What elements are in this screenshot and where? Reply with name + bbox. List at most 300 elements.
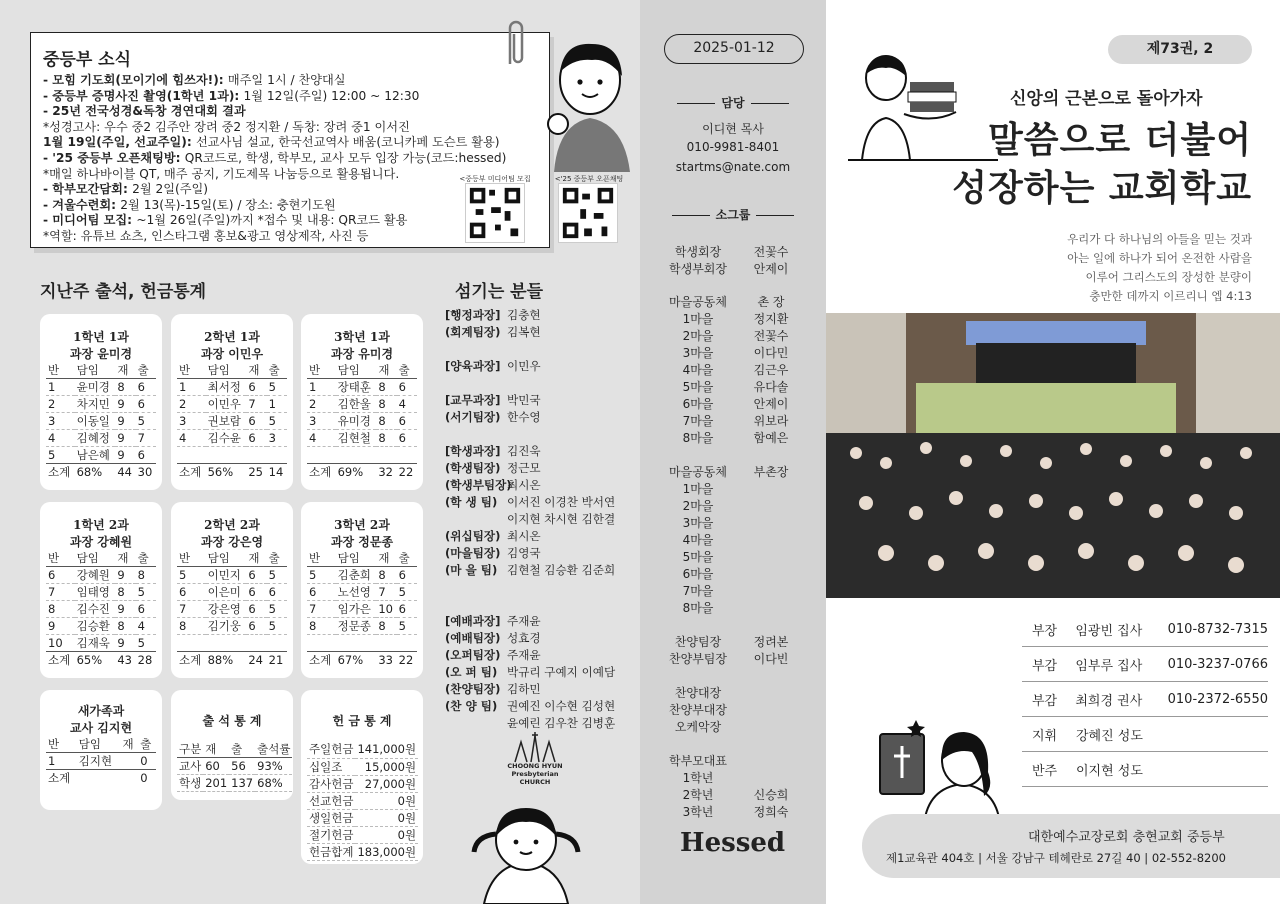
class-card [40,502,162,678]
serve-row [445,613,615,630]
news-item-text: *역할: 유튜브 쇼츠, 인스타그램 홍보&광고 영상제작, 사진 등 [43,228,369,243]
pastor-email[interactable]: startms@nate.com [675,160,791,174]
table-cell: 6 [246,601,266,618]
serve-role [445,341,507,358]
table-cell: 6 [136,447,156,464]
table-cell: 5 [397,618,417,635]
table-cell: 5 [46,447,75,464]
table-row [46,753,156,770]
mid-row [660,770,806,787]
mid-name [736,481,806,498]
mid-role: 오케악장 [674,720,722,734]
serve-row [445,715,615,732]
mid-row [660,719,806,736]
table-cell: 강은영 [206,601,247,618]
mid-role: 8마을 [682,431,714,445]
table-cell [336,447,377,464]
table-header-cell: 담임 [75,362,116,379]
table-cell: 7 [46,584,75,601]
table-cell: 소계 [307,652,336,669]
table-cell [121,770,139,787]
news-item-label: - 모힘 기도회(모이기에 힘쓰자!): [43,73,228,87]
hessed-brand: Hessed [680,828,786,858]
table-header-cell: 반 [307,550,336,567]
table-header-cell: 출 [136,362,156,379]
mid-row [660,685,806,702]
table-header-cell: 출 [267,550,287,567]
table-cell: 6 [397,430,417,447]
table-cell [376,635,396,652]
serve-role: (회계팀장) [445,325,501,339]
serve-names: 이서진 이경찬 박서연 [507,495,616,509]
table-header-cell: 재 [376,550,396,567]
attendance-stats-card [171,690,293,800]
serve-role: [교무과장] [445,393,501,407]
news-list [43,73,506,245]
serve-names: 성효경 [507,631,541,645]
paperclip-icon [500,18,530,68]
qr2-caption: <'25 중등부 오픈채팅 [554,175,624,183]
table-cell: 7 [246,396,266,413]
serve-role [445,579,507,596]
table-cell [246,447,266,464]
table-cell: 44 [115,464,135,481]
table-row [307,809,418,826]
serve-names: 윤예린 김우찬 김병훈 [507,716,616,730]
title-line1: 말씀으로 더불어 [988,120,1252,161]
table-cell: 6 [136,396,156,413]
table-cell: 1 [46,379,75,396]
serve-role: (오퍼팀장) [445,648,501,662]
mid-list [660,634,806,668]
table-header-cell: 반 [177,550,206,567]
serve-row [445,528,615,545]
table-cell: 6 [246,413,266,430]
mid-role: 7마을 [682,414,714,428]
qr-code-icon[interactable] [558,183,618,243]
mid-role: 마을공동체 [669,295,727,309]
table-cell: 60 [203,758,229,775]
staff-row [1022,647,1268,682]
table-cell: 7 [136,430,156,447]
table-row [46,396,156,413]
pastor-name: 이디현 목사 [702,122,764,136]
table-cell: 소계 [177,464,206,481]
mid-row [660,481,806,498]
table-cell: 3 [307,413,336,430]
staff-heading: 담당 [648,94,818,111]
table-cell: 6 [267,584,287,601]
mid-role: 5마을 [682,380,714,394]
verse-line: 우리가 다 하나님의 아들을 믿는 것과 [1067,232,1252,246]
footer-bar [862,814,1280,878]
mid-role: 찬양부팀장 [669,652,727,666]
table-cell: 3 [267,430,287,447]
serve-row [445,324,615,341]
spacer [307,729,417,741]
serve-row [445,596,615,613]
table-cell: 정문종 [336,618,377,635]
offering-table [307,741,418,861]
table-cell [206,447,247,464]
table-cell: 93% [255,758,292,775]
mid-row [660,328,806,345]
table-cell: 10 [376,601,396,618]
table-row [177,584,287,601]
class-leader: 과장 유미경 [330,347,394,361]
serve-list [445,307,615,732]
serve-names: 김영국 [507,546,541,560]
staff-role: 부감 [1032,693,1058,709]
table-cell: 이동일 [75,413,116,430]
table-row [307,843,418,860]
staff-phone: 010-8732-7315 [1167,621,1268,637]
table-header-cell: 재 [115,550,135,567]
table-header-cell: 출 [267,362,287,379]
table-cell: 8 [376,413,396,430]
mid-name [736,532,806,549]
table-cell: 6 [177,584,206,601]
table-cell: 15,000원 [355,758,418,775]
mid-row [660,651,806,668]
table-cell: 68% [75,464,116,481]
table-cell: 최서정 [206,379,247,396]
serve-row [445,375,615,392]
table-cell: 헌금합계 [309,844,354,859]
table-cell: 8 [376,430,396,447]
staff-phone: 010-2372-6550 [1167,691,1268,707]
staff-role: 부감 [1032,658,1058,674]
table-cell: 65% [75,652,116,669]
serve-role: (학생팀장) [445,461,501,475]
staff-role: 부장 [1032,623,1058,639]
card-title: 헌 금 통 계 [332,714,392,728]
table-cell: 6 [246,584,266,601]
table-cell: 8 [376,618,396,635]
mid-role: 4마을 [682,363,714,377]
table-cell: 강혜원 [75,567,116,584]
character-illustration [544,32,636,172]
table-cell: 0 [138,753,156,770]
mid-row [660,515,806,532]
table-cell: 67% [336,652,377,669]
table-header-cell: 구분 [179,742,202,756]
table-cell: 56 [229,758,255,775]
table-row [307,758,418,775]
table-header [46,550,156,567]
table-cell: 9 [115,601,135,618]
mid-role: 3마을 [682,516,714,530]
mid-row [660,396,806,413]
table-header-cell: 담임 [336,362,377,379]
table-cell: 33 [376,652,396,669]
serve-role [445,715,507,732]
table-cell: 201 [205,776,228,790]
table-header-cell: 재 [246,362,266,379]
mid-role: 학생회장 [674,245,722,259]
serve-role: (마 을 팀) [445,563,498,577]
mid-row [660,787,806,804]
table-row [307,635,417,652]
news-item [43,73,506,89]
serve-row [445,409,615,426]
table-row [177,635,287,652]
table-cell [307,447,336,464]
table-cell: 9 [115,567,135,584]
table-cell: 학생 [179,776,202,790]
serve-names: 김복현 [507,325,541,339]
table-cell: 노선영 [336,584,377,601]
serve-row [445,698,615,715]
mid-role: 3마을 [682,346,714,360]
news-item [43,151,506,167]
mid-row [660,583,806,600]
mid-name: 부촌장 [753,465,789,479]
table-cell: 소계 [177,652,206,669]
serve-row [445,545,615,562]
table-header [177,550,287,567]
table-cell: 9 [46,618,75,635]
news-title: 중등부 소식 [43,50,132,70]
table-cell: 유미경 [336,413,377,430]
serve-role [445,596,507,613]
table-row [177,413,287,430]
mid-name [736,770,806,787]
staff-role: 지휘 [1032,728,1058,744]
table-cell: 8 [46,601,75,618]
serve-names: 이지현 차시현 김한결 [507,512,616,526]
staff-name: 이지현 성도 [1076,763,1143,779]
table-row [307,792,418,809]
table-cell [307,635,336,652]
serve-row [445,647,615,664]
table-header [307,550,417,567]
mid-list [660,464,806,617]
news-item-text: 2월 13(목)-15일(토) / 장소: 충현기도원 [120,197,336,212]
news-item-text: *매일 하나바이블 QT, 매주 공지, 기도제목 나눔등으로 활용됩니다. [43,166,400,181]
table-cell: 2 [307,396,336,413]
table-cell: 9 [115,413,135,430]
serve-row [445,426,615,443]
serve-names: 박규리 구예지 이예담 [507,665,616,679]
table-cell: 5 [136,635,156,652]
table-cell: 7 [376,584,396,601]
title-line2: 성장하는 교회학교 [952,168,1252,209]
table-row [177,447,287,464]
mid-row [660,379,806,396]
serve-names: 김하민 [507,682,541,696]
mid-row [660,244,806,261]
table-cell: 5 [267,379,287,396]
table-cell: 소계 [46,770,77,787]
table-cell: 8 [376,567,396,584]
mid-role: 학부모대표 [669,754,727,768]
serve-row [445,511,615,528]
table-row [46,584,156,601]
serve-names: 이민우 [507,359,541,373]
table-cell: 6 [397,413,417,430]
serve-names: 김현철 김승환 김준희 [507,563,616,577]
serve-row [445,494,615,511]
table-cell: 24 [246,652,266,669]
mid-role: 6마을 [682,567,714,581]
mid-name: 정려본 [753,635,789,649]
bible-verse [1067,230,1252,306]
table-row [307,447,417,464]
mid-role: 1마을 [682,482,714,496]
serve-row [445,392,615,409]
volume-badge: 제73권, 2 [1108,35,1252,64]
mid-role: 찬양팀장 [674,635,722,649]
attendance-table [177,550,287,669]
class-name: 3학년 1과 [334,330,390,344]
table-row [177,396,287,413]
table-cell: 김춘희 [336,567,377,584]
class-leader: 과장 강은영 [200,535,264,549]
news-item-text: ~1월 26일(주일)까지 *접수 및 내용: QR코드 활용 [136,213,408,228]
serve-row [445,443,615,460]
mid-name [736,685,806,702]
news-item-text: 매주일 1시 / 찬양대실 [227,73,346,87]
class-leader: 과장 강혜원 [69,535,133,549]
serve-names: 정근모 [507,461,541,475]
table-cell: 3 [177,413,206,430]
news-item [43,198,506,214]
mid-role: 3학년 [682,805,714,819]
subtitle: 신앙의 근본으로 돌아가자 [1010,89,1203,109]
table-row [307,826,418,843]
class-card [40,314,162,490]
table-cell: 137 [231,776,254,790]
mid-name: 이다민 [753,346,789,360]
mid-name: 함예은 [753,431,789,445]
table-cell: 주일헌금 [309,742,354,757]
table-row [46,447,156,464]
table-row [177,567,287,584]
table-row [307,430,417,447]
table-row [307,584,417,601]
table-cell [177,635,206,652]
serve-row [445,477,615,494]
table-cell: 4 [46,430,75,447]
table-cell: 0원 [355,826,418,843]
table-cell: 2 [177,396,206,413]
table-header-cell: 담임 [206,362,247,379]
mid-row [660,549,806,566]
table-header-cell: 재 [121,736,139,753]
table-row [177,758,292,775]
table-cell: 8 [115,379,135,396]
footer-church: 대한예수교장로회 충현교회 중등부 [1028,830,1225,845]
table-cell: 교사 [179,759,202,773]
mid-name: 김근우 [753,363,789,377]
table-row [177,430,287,447]
serve-role: (학 생 팀) [445,495,498,509]
table-cell: 88% [206,652,247,669]
mid-name: 이다빈 [753,652,789,666]
serve-row [445,664,615,681]
table-row [177,601,287,618]
qr-code-icon[interactable] [465,183,525,243]
table-cell: 8 [376,379,396,396]
attendance-table [307,362,417,481]
table-cell: 생일헌금 [309,810,354,825]
bible-girl-illustration [876,712,1022,824]
serve-row [445,681,615,698]
table-row [177,379,287,396]
serve-names: 최시온 [507,529,541,543]
mid-row [660,532,806,549]
table-row [46,635,156,652]
serve-names: 권예진 이수현 김성현 [507,699,616,713]
table-sum-row [46,770,156,787]
table-cell: 25 [246,464,266,481]
table-header [177,362,287,379]
class-leader: 교사 김지현 [69,721,133,735]
table-cell: 이은미 [206,584,247,601]
staff-row [1022,612,1268,647]
table-header [46,736,156,753]
mid-name [736,753,806,770]
class-leader: 과장 이민우 [200,347,264,361]
table-row [46,413,156,430]
class-name: 1학년 1과 [73,330,129,344]
table-cell: 9 [115,396,135,413]
table-cell: 0원 [355,792,418,809]
staff-name: 임광빈 집사 [1075,623,1143,639]
mid-row [660,498,806,515]
mid-row [660,261,806,278]
serve-names: 주재윤 [507,648,541,662]
offering-stats-card [301,690,423,864]
serve-role: (찬 양 팀) [445,699,498,713]
table-cell: 9 [115,635,135,652]
group-photo-image [826,313,1280,598]
mid-role: 4마을 [682,533,714,547]
table-cell: 5 [307,567,336,584]
mid-row [660,362,806,379]
table-cell: 소계 [46,652,75,669]
news-item [43,135,506,151]
table-cell: 183,000원 [357,844,417,859]
table-cell: 5 [397,584,417,601]
table-header [46,362,156,379]
class-card [171,314,293,490]
staff-list [1022,612,1268,787]
staff-name: 최희경 권사 [1075,693,1143,709]
table-header-cell: 담임 [77,736,121,753]
mid-list [660,294,806,447]
table-cell: 김승환 [75,618,116,635]
verse-line: 충만한 데까지 이르리니 엡 4:13 [1089,289,1252,303]
table-cell: 소계 [307,464,336,481]
table-header-cell: 반 [46,550,75,567]
mid-row [660,464,806,481]
staff-name: 강혜진 성도 [1076,728,1143,744]
news-item [43,120,506,136]
table-row [46,379,156,396]
table-cell: 6 [307,584,336,601]
attendance-table [46,736,156,787]
table-sum-row [177,464,287,481]
serve-role [445,511,507,528]
table-header-cell: 재 [246,550,266,567]
mid-role: 학생부회장 [669,262,727,276]
table-cell: 김수윤 [206,430,247,447]
table-row [307,601,417,618]
table-row [307,567,417,584]
news-item-text: 선교사님 설교, 한국선교역사 배움(코니카페 도슨트 활용) [196,135,500,150]
